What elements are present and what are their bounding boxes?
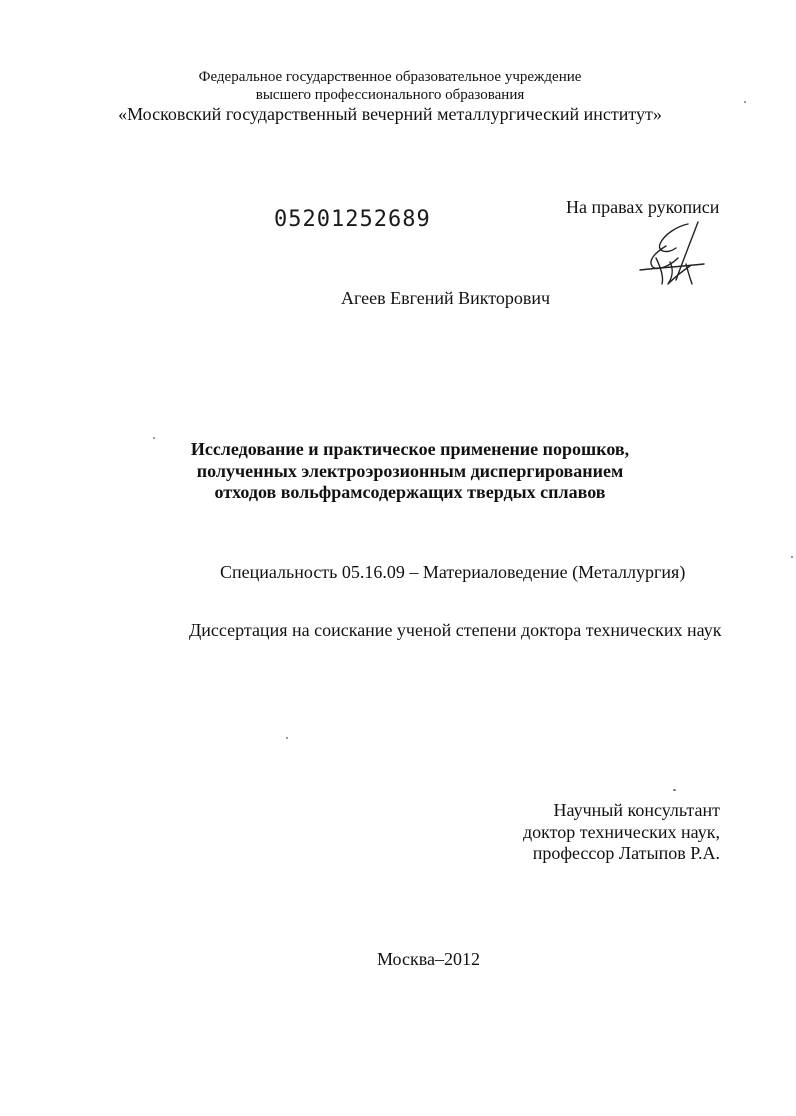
- city-year: Москва–2012: [377, 949, 480, 969]
- signature-image: [626, 218, 716, 293]
- advisor-degree: доктор технических наук,: [523, 822, 720, 842]
- title-line-3: отходов вольфрамсодержащих твердых сплавов: [214, 482, 606, 502]
- title-line-1: Исследование и практическое применение порошков,: [190, 439, 630, 459]
- org-line-3: «Московский государственный вечерний металлургический институт»: [118, 104, 662, 124]
- advisor-name: профессор Латыпов Р.А.: [532, 843, 720, 863]
- title-line-2: полученных электроэрозионным диспергированием: [196, 461, 624, 481]
- scan-speck: [791, 556, 793, 558]
- scan-speck: [673, 789, 676, 791]
- advisor-role: Научный консультант: [553, 800, 720, 820]
- scan-speck: [286, 737, 288, 739]
- scan-speck: [744, 101, 746, 103]
- org-line-1: Федеральное государственное образовательное учреждение: [198, 69, 582, 85]
- rights-notice: На правах рукописи: [566, 197, 720, 217]
- org-line-2: высшего профессионального образования: [255, 87, 525, 103]
- author-name: Агеев Евгений Викторович: [341, 288, 551, 308]
- scan-speck: [153, 437, 155, 439]
- dissertation-type: Диссертация на соискание ученой степени доктора технических наук: [189, 620, 722, 640]
- archive-number: 05201252689: [274, 207, 431, 232]
- specialty: Специальность 05.16.09 – Материаловедение (Металлургия): [220, 562, 686, 582]
